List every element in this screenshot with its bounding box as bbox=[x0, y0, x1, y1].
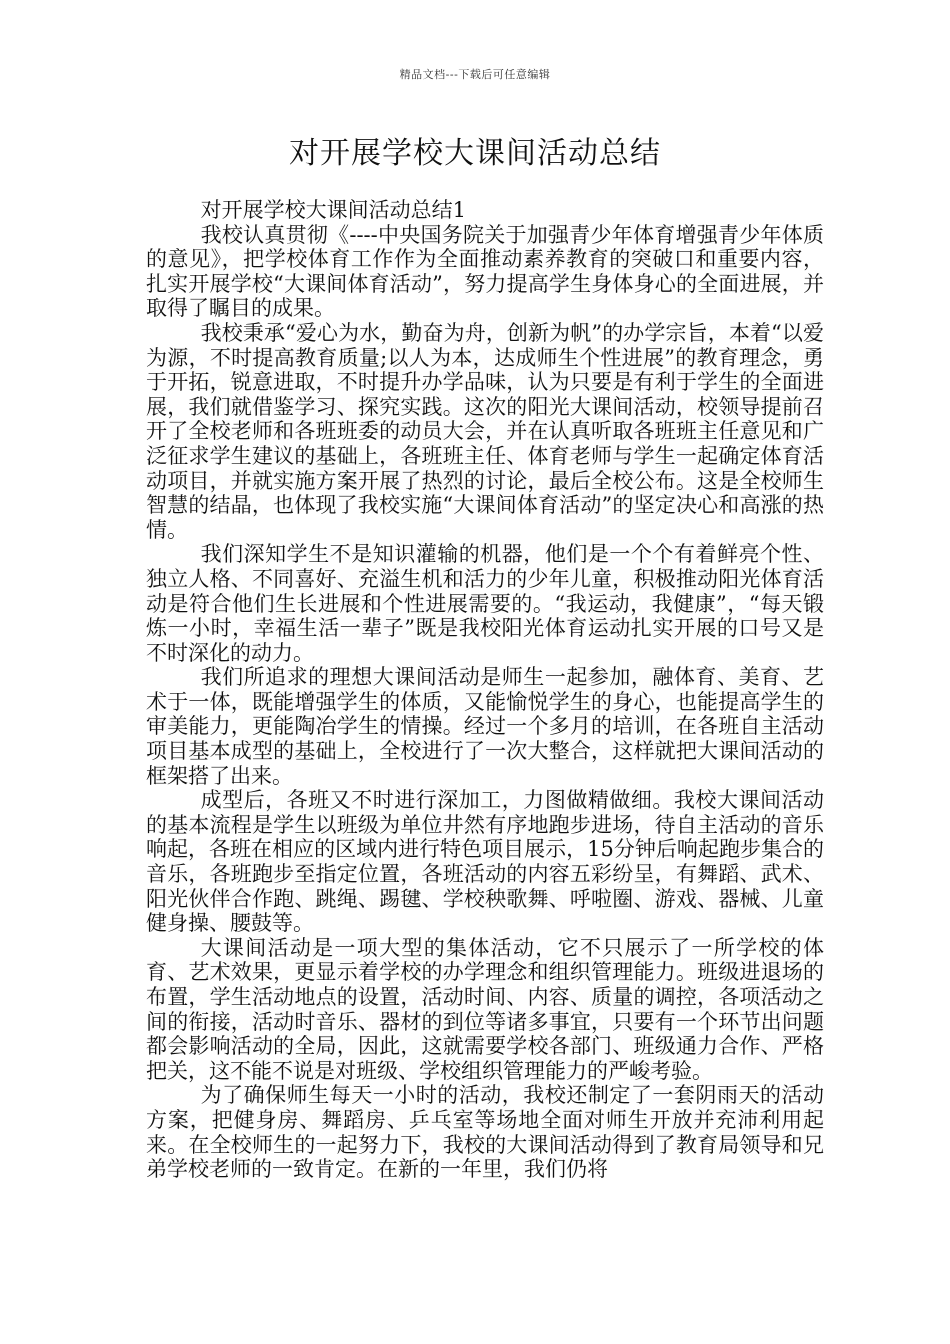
subtitle-paragraph: 对开展学校大课间活动总结1 bbox=[200, 198, 466, 222]
body-paragraph: 我们深知学生不是知识灌输的机器，他们是一个个有着鲜亮个性、独立人格、不同喜好、充溢生机和活力的少年儿童，积极推动阳光体育活动是符合他们生长进展和个性进展需要的。“我运动，我健康”，“每天锻炼一小时，幸福生活一辈子”既是我校阳光体育运动扎实开展的口号又是不时深化的动力。 bbox=[146, 542, 824, 665]
body-paragraph: 为了确保师生每天一小时的活动，我校还制定了一套阴雨天的活动方案，把健身房、舞蹈房、乒乓室等场地全面对师生开放并充沛利用起来。在全校师生的一起努力下，我校的大课间活动得到了教育局领导和兄弟学校老师的一致肯定。在新的一年里，我们仍将 bbox=[146, 1083, 824, 1182]
body-paragraph: 大课间活动是一项大型的集体活动，它不只展示了一所学校的体育、艺术效果，更显示着学校的办学理念和组织管理能力。班级进退场的布置，学生活动地点的设置，活动时间、内容、质量的调控，各项活动之间的衔接，活动时音乐、器材的到位等诸多事宜，只要有一个环节出问题都会影响活动的全局，因此，这就需要学校各部门、班级通力合作、严格把关，这不能不说是对班级、学校组织管理能力的严峻考验。 bbox=[146, 935, 824, 1083]
body-paragraph: 成型后，各班又不时进行深加工，力图做精做细。我校大课间活动的基本流程是学生以班级为单位井然有序地跑步进场，待自主活动的音乐响起，各班在相应的区域内进行特色项目展示，15分钟后响起跑步集合的音乐，各班跑步至指定位置，各班活动的内容五彩纷呈，有舞蹈、武术、阳光伙伴合作跑、跳绳、踢毽、学校秧歌舞、呼啦圈、游戏、器械、儿童健身操、腰鼓等。 bbox=[146, 788, 824, 936]
document-body bbox=[146, 198, 824, 1182]
header-note: 精品文档---下载后可任意编辑 bbox=[399, 68, 551, 81]
body-paragraph: 我校认真贯彻《----中央国务院关于加强青少年体育增强青少年体质的意见》，把学校体育工作作为全面推动素养教育的突破口和重要内容，扎实开展学校“大课间体育活动”，努力提高学生身体身心的全面进展，并取得了瞩目的成果。 bbox=[146, 222, 824, 321]
body-paragraph: 我校秉承“爱心为水，勤奋为舟，创新为帆”的办学宗旨，本着“以爱为源，不时提高教育质量;以人为本，达成师生个性进展”的教育理念，勇于开拓，锐意进取，不时提升办学品味，认为只要是有利于学生的全面进展，我们就借鉴学习、探究实践。这次的阳光大课间活动，校领导提前召开了全校老师和各班班委的动员大会，并在认真听取各班班主任意见和广泛征求学生建议的基础上，各班班主任、体育老师与学生一起确定体育活动项目，并就实施方案开展了热烈的讨论，最后全校公布。这是全校师生智慧的结晶，也体现了我校实施“大课间体育活动”的坚定决心和高涨的热情。 bbox=[146, 320, 824, 542]
body-paragraph: 我们所追求的理想大课间活动是师生一起参加，融体育、美育、艺术于一体，既能增强学生的体质，又能愉悦学生的身心，也能提高学生的审美能力，更能陶冶学生的情操。经过一个多月的培训，在各班自主活动项目基本成型的基础上，全校进行了一次大整合，这样就把大课间活动的框架搭了出来。 bbox=[146, 665, 824, 788]
document-title: 对开展学校大课间活动总结 bbox=[289, 136, 661, 171]
